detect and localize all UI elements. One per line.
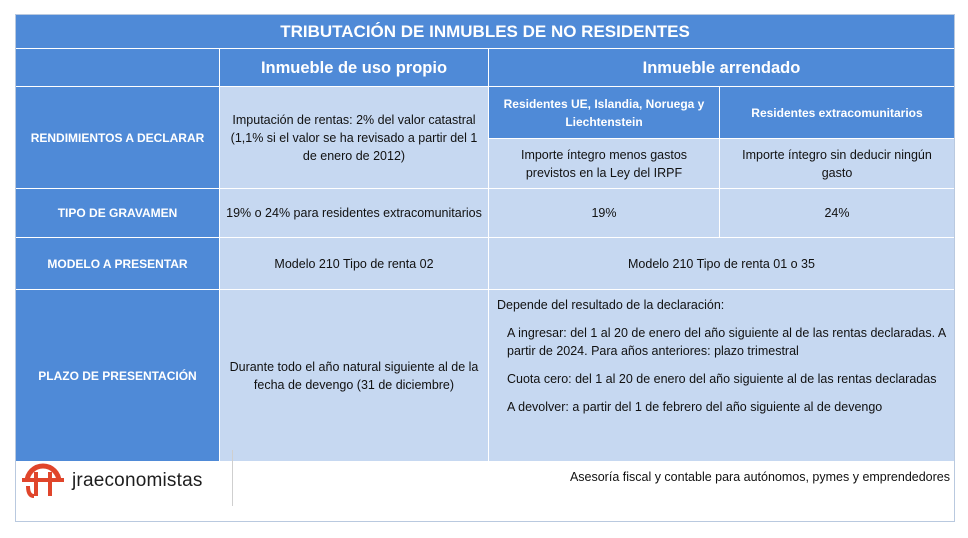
cell-modelo-arrendado: Modelo 210 Tipo de renta 01 o 35 <box>489 238 954 290</box>
brand-logo <box>20 462 203 500</box>
subheader-extracomunitarios: Residentes extracomunitarios <box>720 87 954 139</box>
header-uso-propio: Inmueble de uso propio <box>220 49 489 87</box>
row-label-gravamen: TIPO DE GRAVAMEN <box>16 189 220 238</box>
plazo-devolver: A devolver: a partir del 1 de febrero del año siguiente al de devengo <box>507 400 883 414</box>
header-blank <box>16 49 220 87</box>
cell-rendimientos-extra: Importe íntegro sin deducir ningún gasto <box>720 139 954 189</box>
cell-plazo-arrendado <box>489 290 954 462</box>
subheader-residentes-ue: Residentes UE, Islandia, Noruega y Liechtenstein <box>489 87 720 139</box>
plazo-cuota-cero: Cuota cero: del 1 al 20 de enero del año siguiente al de las rentas declaradas <box>507 372 937 386</box>
cell-gravamen-extra: 24% <box>720 189 954 238</box>
cell-rendimientos-uso-propio: Imputación de rentas: 2% del valor catastral (1,1% si el valor se ha revisado a partir del 1 de enero de 2012) <box>220 87 489 189</box>
page-title: TRIBUTACIÓN DE INMUBLES DE NO RESIDENTES <box>16 15 954 49</box>
cell-gravamen-ue: 19% <box>489 189 720 238</box>
plazo-intro: Depende del resultado de la declaración: <box>497 298 725 312</box>
header-arrendado: Inmueble arrendado <box>489 49 954 87</box>
cell-rendimientos-ue: Importe íntegro menos gastos previstos en la Ley del IRPF <box>489 139 720 189</box>
row-label-modelo: MODELO A PRESENTAR <box>16 238 220 290</box>
cell-plazo-uso-propio: Durante todo el año natural siguiente al de la fecha de devengo (31 de diciembre) <box>220 290 489 462</box>
footer-divider <box>232 450 233 506</box>
row-label-rendimientos: RENDIMIENTOS A DECLARAR <box>16 87 220 189</box>
plazo-ingresar: A ingresar: del 1 al 20 de enero del año siguiente al de las rentas declaradas. A partir de 2024. Para años anteriores: plazo trimestral <box>507 326 946 358</box>
brand-name: jraeconomistas <box>72 470 203 491</box>
cell-gravamen-uso-propio: 19% o 24% para residentes extracomunitarios <box>220 189 489 238</box>
footer-tagline: Asesoría fiscal y contable para autónomos, pymes y emprendedores <box>569 470 950 484</box>
row-label-plazo: PLAZO DE PRESENTACIÓN <box>16 290 220 462</box>
cell-modelo-uso-propio: Modelo 210 Tipo de renta 02 <box>220 238 489 290</box>
brand-mark-icon <box>20 462 66 500</box>
